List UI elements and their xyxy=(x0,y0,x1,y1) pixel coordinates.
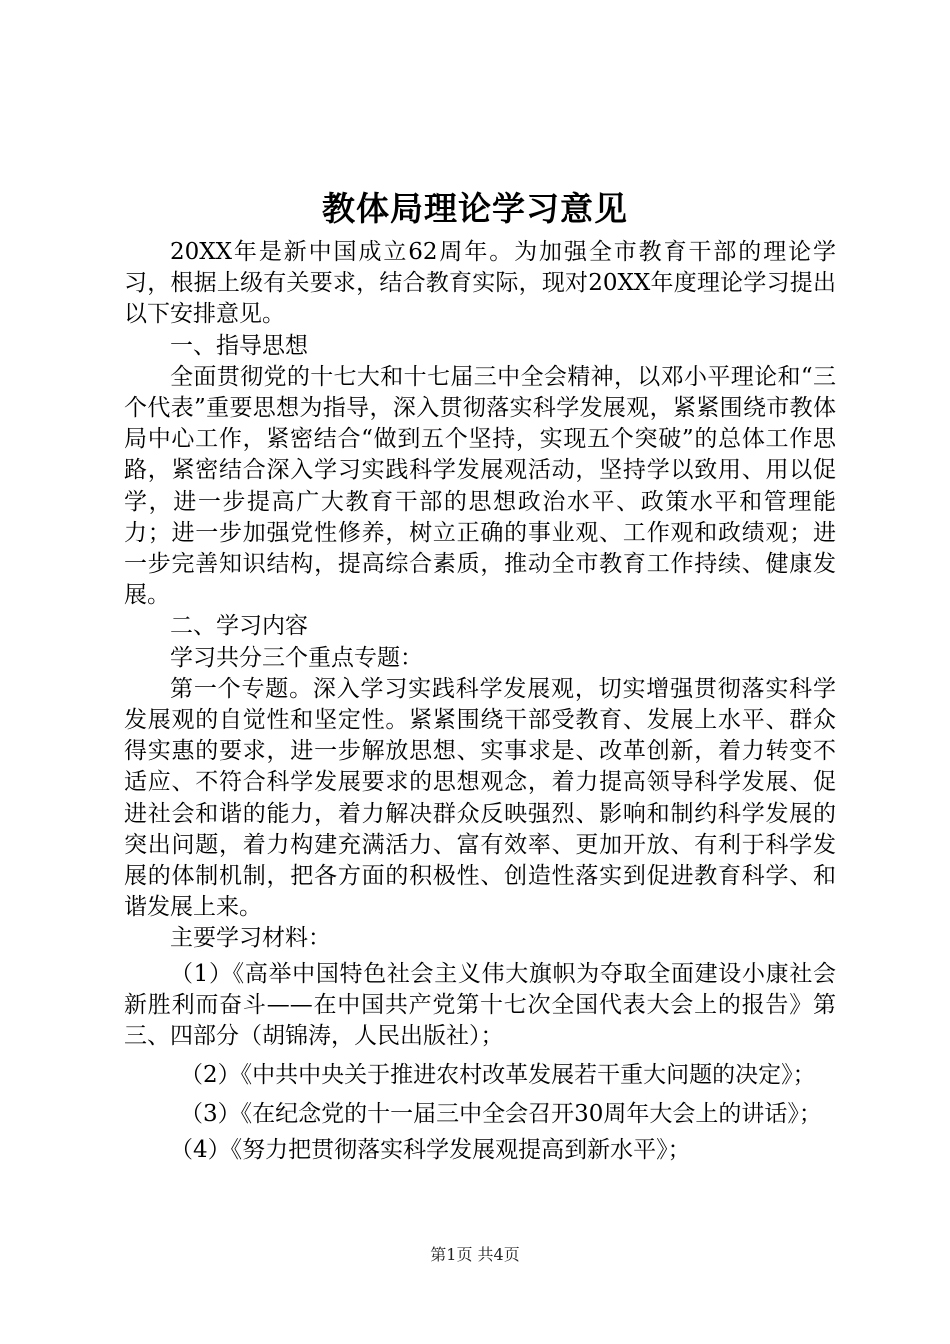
materials-heading: 主要学习材料： xyxy=(170,925,331,952)
document-body xyxy=(124,237,836,1166)
guiding-ideology-paragraph: 全面贯彻党的十七大和十七届三中全会精神，以邓小平理论和“三个代表”重要思想为指导，深入贯彻落实科学发展观，紧紧围绕市教体局中心工作，紧密结合“做到五个坚持，实现五个突破”的总体工作思路，紧密结合深入学习实践科学发展观活动，坚持学以致用、用以促学，进一步提高广大教育干部的思想政治水平、政策水平和管理能力；进一步加强党性修养，树立正确的事业观、工作观和政绩观；进一步完善知识结构，提高综合素质，推动全市教育工作持续、健康发展。 xyxy=(124,363,836,609)
material-item-4: （4）《努力把贯彻落实科学发展观提高到新水平》； xyxy=(170,1136,691,1163)
section-heading-study-content: 二、学习内容 xyxy=(170,613,308,640)
material-item-1: （1）《高举中国特色社会主义伟大旗帜为夺取全面建设小康社会新胜利而奋斗——在中国共产党第十七次全国代表大会上的报告》第三、四部分（胡锦涛，人民出版社）； xyxy=(124,960,836,1050)
section-heading-guiding-ideology: 一、指导思想 xyxy=(170,332,308,359)
material-item-2: （2）《中共中央关于推进农村改革发展若干重大问题的决定》； xyxy=(180,1062,816,1089)
first-topic-paragraph: 第一个专题。深入学习实践科学发展观，切实增强贯彻落实科学发展观的自觉性和坚定性。紧紧围绕干部受教育、发展上水平、群众得实惠的要求，进一步解放思想、实事求是、改革创新，着力转变不适应、不符合科学发展要求的思想观念，着力提高领导科学发展、促进社会和谐的能力，着力解决群众反映强烈、影响和制约科学发展的突出问题，着力构建充满活力、富有效率、更加开放、有利于科学发展的体制机制，把各方面的积极性、创造性落实到促进教育科学、和谐发展上来。 xyxy=(124,675,836,921)
study-topics-intro: 学习共分三个重点专题： xyxy=(170,644,423,671)
intro-paragraph: 20XX年是新中国成立62周年。为加强全市教育干部的理论学习，根据上级有关要求，结合教育实际，现对20XX年度理论学习提出以下安排意见。 xyxy=(124,239,836,328)
material-item-3: （3）《在纪念党的十一届三中全会召开30周年大会上的讲话》； xyxy=(180,1101,822,1128)
document-title: 教体局理论学习意见 xyxy=(322,189,628,228)
page-number-footer: 第1页 共4页 xyxy=(430,1245,520,1264)
